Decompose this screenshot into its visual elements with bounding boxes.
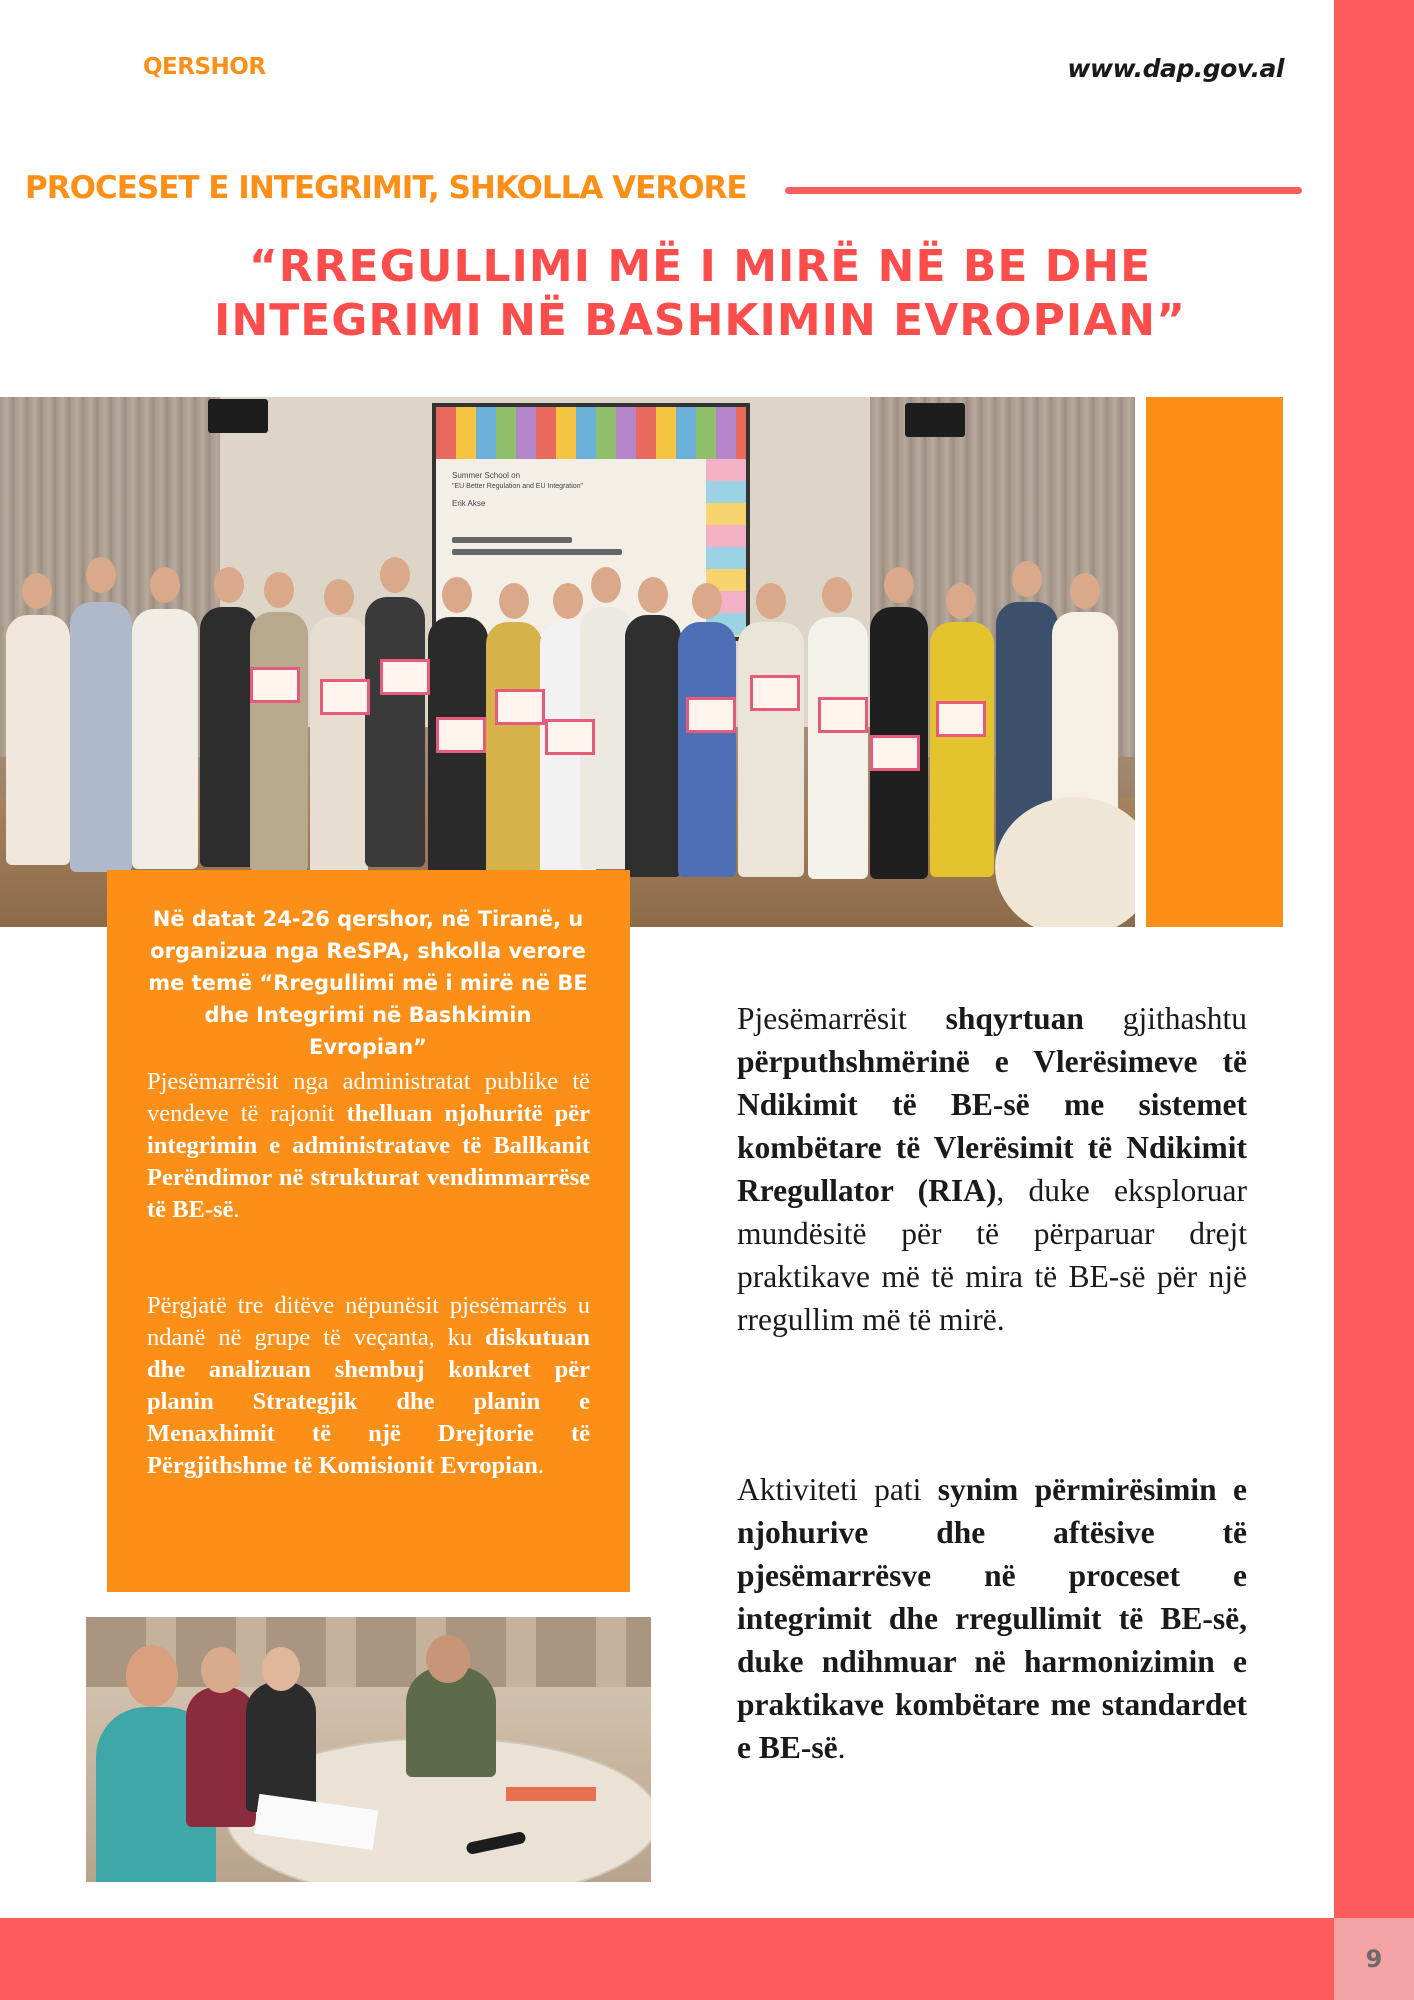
screen-text-line: [452, 537, 572, 543]
person-head: [553, 583, 583, 619]
screen-text-1: Summer School on: [452, 471, 521, 480]
certificate: [936, 701, 986, 737]
body-paragraph-1-b: shqyrtuan: [945, 1001, 1084, 1036]
person-head: [884, 567, 914, 603]
screen-text-3: Erik Akse: [452, 499, 486, 508]
body-paragraph-2-a: Aktiviteti pati: [737, 1472, 938, 1507]
box-paragraph-1: [147, 1066, 590, 1226]
screen-banner: [436, 407, 746, 459]
person-head: [264, 572, 294, 608]
person-head: [380, 557, 410, 593]
person-head: [499, 583, 529, 619]
right-accent-bar: [1334, 0, 1414, 2000]
person: [625, 615, 681, 877]
section-divider: [785, 187, 1302, 194]
body-paragraph-2-b: synim përmirësimin e njohurive dhe aftësive të pjesëmarrësve në proceset e integrimit dhe rregullimit të BE-së, duke ndihmuar në harmonizimin e praktikave kombëtare me standardet e BE-së: [737, 1472, 1247, 1765]
person: [246, 1682, 316, 1812]
person: [738, 622, 804, 877]
certificate: [436, 717, 486, 753]
body-paragraph-1-a: Pjesëmarrësit: [737, 1001, 946, 1036]
person-head: [262, 1647, 300, 1691]
person-head: [324, 579, 354, 615]
page-number-box: [1334, 1918, 1414, 2000]
person: [70, 602, 132, 872]
intro-text: Në datat 24-26 qershor, në Tiranë, u organizua nga ReSPA, shkolla verore me temë “Rregullimi më i mirë në BE dhe Integrimi në Bashkimin Evropian”: [148, 907, 588, 1059]
person: [365, 597, 425, 867]
person-head: [756, 583, 786, 619]
person: [132, 609, 198, 869]
box-paragraph-2-end: .: [537, 1452, 544, 1479]
section-title: PROCESET E INTEGRIMIT, SHKOLLA VERORE: [25, 170, 747, 206]
box-paragraph-2: [147, 1290, 590, 1482]
person-head: [150, 567, 180, 603]
person: [406, 1667, 496, 1777]
group-photo: [0, 397, 1135, 927]
certificate: [250, 667, 300, 703]
body-paragraph-1-d: përputhshmërinë e Vlerësimeve të Ndikimit të BE-së me sistemet kombëtare të Vlerësimit të Ndikimit Rregullator (RIA): [737, 1044, 1247, 1208]
certificate: [870, 735, 920, 771]
box-paragraph-2-bold: diskutuan dhe analizuan shembuj konkret për planin Strategjik dhe planin e Menaxhimit të një Drejtorie të Përgjithshme të Komisionit Evropian: [147, 1324, 590, 1479]
speaker-right: [905, 403, 965, 437]
person-head: [638, 577, 668, 613]
box-paragraph-1-end: .: [233, 1196, 240, 1223]
certificate: [380, 659, 430, 695]
person-head: [22, 573, 52, 609]
body-paragraph-2-c: .: [837, 1730, 846, 1765]
orange-accent-block: [1146, 397, 1283, 927]
person-head: [214, 567, 244, 603]
body-paragraph-1: [737, 997, 1247, 1341]
person-head: [201, 1647, 241, 1693]
screen-text-line: [452, 549, 622, 555]
person: [250, 612, 308, 872]
person: [6, 615, 70, 865]
speaker-left: [208, 399, 268, 433]
certificate: [320, 679, 370, 715]
person-head: [946, 583, 976, 619]
person-head: [426, 1635, 470, 1683]
body-paragraph-1-c: gjithashtu: [1083, 1001, 1248, 1036]
box-paragraph-2-text: Përgjatë tre ditëve nëpunësit pjesëmarrës u ndanë në grupe të veçanta, ku: [147, 1292, 590, 1351]
body-paragraph-2: [737, 1468, 1247, 1769]
person: [678, 622, 736, 877]
body-paragraph-1-e: , duke eksploruar mundësitë për të përparuar drejt praktikave më të mira të BE-së për një rregullim më të mirë.: [737, 1173, 1247, 1337]
person-head: [822, 577, 852, 613]
footer-band: [0, 1918, 1334, 2000]
page-headline: [160, 240, 1240, 348]
certificate: [686, 697, 736, 733]
certificate: [495, 689, 545, 725]
person-head: [591, 567, 621, 603]
meeting-photo: [86, 1617, 651, 1882]
person-head: [442, 577, 472, 613]
box-paragraph-1-text: Pjesëmarrësit nga administratat publike të vendeve të rajonit: [147, 1068, 590, 1127]
printed-sheet: [506, 1787, 596, 1801]
headline-line-2: INTEGRIMI NË BASHKIMIN EVROPIAN”: [214, 295, 1186, 346]
month-label: QERSHOR: [143, 54, 266, 80]
headline-line-1: “RREGULLIMI MË I MIRË NË BE DHE: [248, 241, 1152, 292]
person: [310, 617, 368, 877]
person-head: [1012, 561, 1042, 597]
certificate: [818, 697, 868, 733]
website-link[interactable]: www.dap.gov.al: [1067, 54, 1284, 83]
person-head: [126, 1645, 178, 1707]
certificate: [545, 719, 595, 755]
person: [930, 622, 994, 877]
certificate: [750, 675, 800, 711]
person: [808, 617, 868, 879]
person-head: [86, 557, 116, 593]
person: [486, 622, 542, 877]
box-paragraph-1-bold: thelluan njohuritë për integrimin e administratave të Ballkanit Perëndimor në strukturat vendimmarrëse të BE-së: [147, 1100, 590, 1223]
person-head: [692, 583, 722, 619]
person-head: [1070, 573, 1100, 609]
page-number: 9: [1365, 1945, 1383, 1973]
screen-text-2: "EU Better Regulation and EU Integration": [452, 483, 584, 490]
